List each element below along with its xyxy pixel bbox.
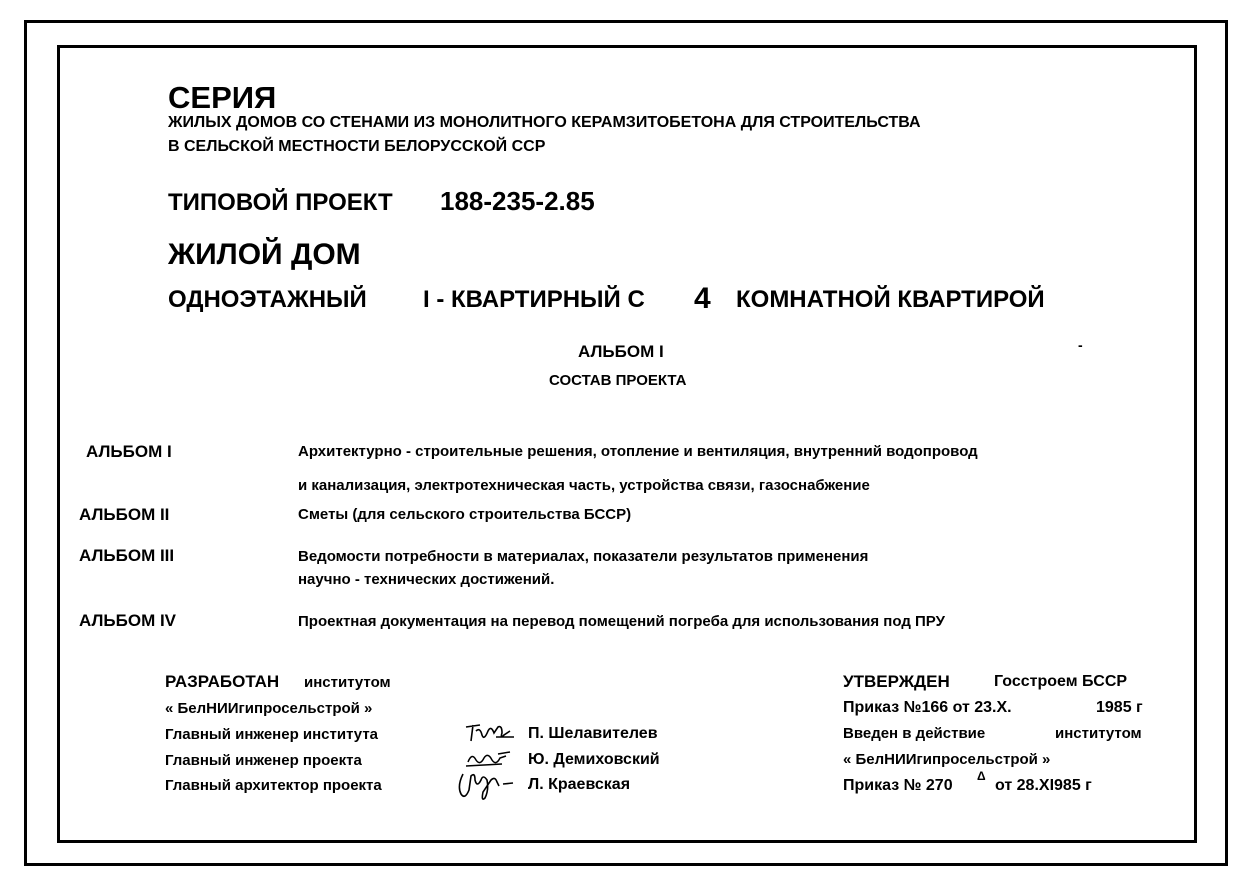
approval-heading-b: Госстроем БССР (994, 673, 1128, 690)
developer-institute: « БелНИИгипросельстрой » (165, 700, 373, 717)
approval-heading-a: УТВЕРЖДЕН (843, 672, 950, 691)
album-1-line-2: и канализация, электротехническая часть, устройства связи, газоснабжение (298, 477, 870, 494)
approval-intro-a: Введен в действие (843, 725, 986, 742)
building-desc-c: 4 (694, 282, 711, 315)
album-1-name: АЛЬБОМ I (86, 442, 172, 461)
album-header-subtitle: СОСТАВ ПРОЕКТА (549, 372, 687, 389)
role-2-name: Ю. Демиховский (528, 751, 660, 768)
series-line-1: ЖИЛЫХ ДОМОВ СО СТЕНАМИ ИЗ МОНОЛИТНОГО КЕРАМЗИТОБЕТОНА ДЛЯ СТРОИТЕЛЬСТВА (168, 114, 921, 131)
album-1-line-1: Архитектурно - строительные решения, отопление и вентиляция, внутренний водопровод (298, 443, 978, 460)
approval-order-2-date: от 28.XI985 г (995, 777, 1092, 794)
stray-mark: - (1078, 337, 1083, 353)
signature-1-icon (464, 721, 518, 749)
building-desc-b: I - КВАРТИРНЫЙ С (423, 286, 645, 313)
approval-order-2: Приказ № 270 (843, 777, 953, 794)
approval-order-2-mark: Δ (977, 769, 986, 783)
album-2-name: АЛЬБОМ II (79, 505, 170, 524)
role-1-name: П. Шелавителев (528, 725, 658, 742)
album-4-name: АЛЬБОМ IV (79, 611, 177, 630)
building-desc-a: ОДНОЭТАЖНЫЙ (168, 286, 367, 313)
signature-3-icon (453, 766, 519, 804)
developer-heading-b: институтом (304, 674, 391, 691)
album-header-title: АЛЬБОМ I (578, 342, 664, 361)
building-desc-d: КОМНАТНОЙ КВАРТИРОЙ (736, 286, 1045, 313)
series-label: СЕРИЯ (168, 80, 277, 115)
project-number: 188-235-2.85 (440, 186, 595, 216)
developer-heading-a: РАЗРАБОТАН (165, 672, 280, 691)
album-2-line-1: Сметы (для сельского строительства БССР) (298, 506, 632, 523)
album-3-line-1: Ведомости потребности в материалах, показатели результатов применения (298, 548, 869, 565)
project-label: ТИПОВОЙ ПРОЕКТ (168, 189, 393, 216)
approval-institute: « БелНИИгипросельстрой » (843, 751, 1051, 768)
series-line-2: В СЕЛЬСКОЙ МЕСТНОСТИ БЕЛОРУССКОЙ ССР (168, 138, 546, 155)
approval-order-1: Приказ №166 от 23.X. (843, 699, 1012, 716)
approval-order-1-year: 1985 г (1096, 699, 1143, 716)
album-3-line-2: научно - технических достижений. (298, 571, 555, 588)
role-3-name: Л. Краевская (528, 776, 631, 793)
role-2-title: Главный инженер проекта (165, 752, 362, 769)
album-4-line-1: Проектная документация на перевод помещений погреба для использования под ПРУ (298, 613, 945, 630)
role-1-title: Главный инженер института (165, 726, 379, 743)
building-title: ЖИЛОЙ ДОМ (168, 238, 361, 271)
album-3-name: АЛЬБОМ III (79, 546, 175, 565)
approval-intro-b: институтом (1055, 725, 1142, 742)
role-3-title: Главный архитектор проекта (165, 777, 382, 794)
